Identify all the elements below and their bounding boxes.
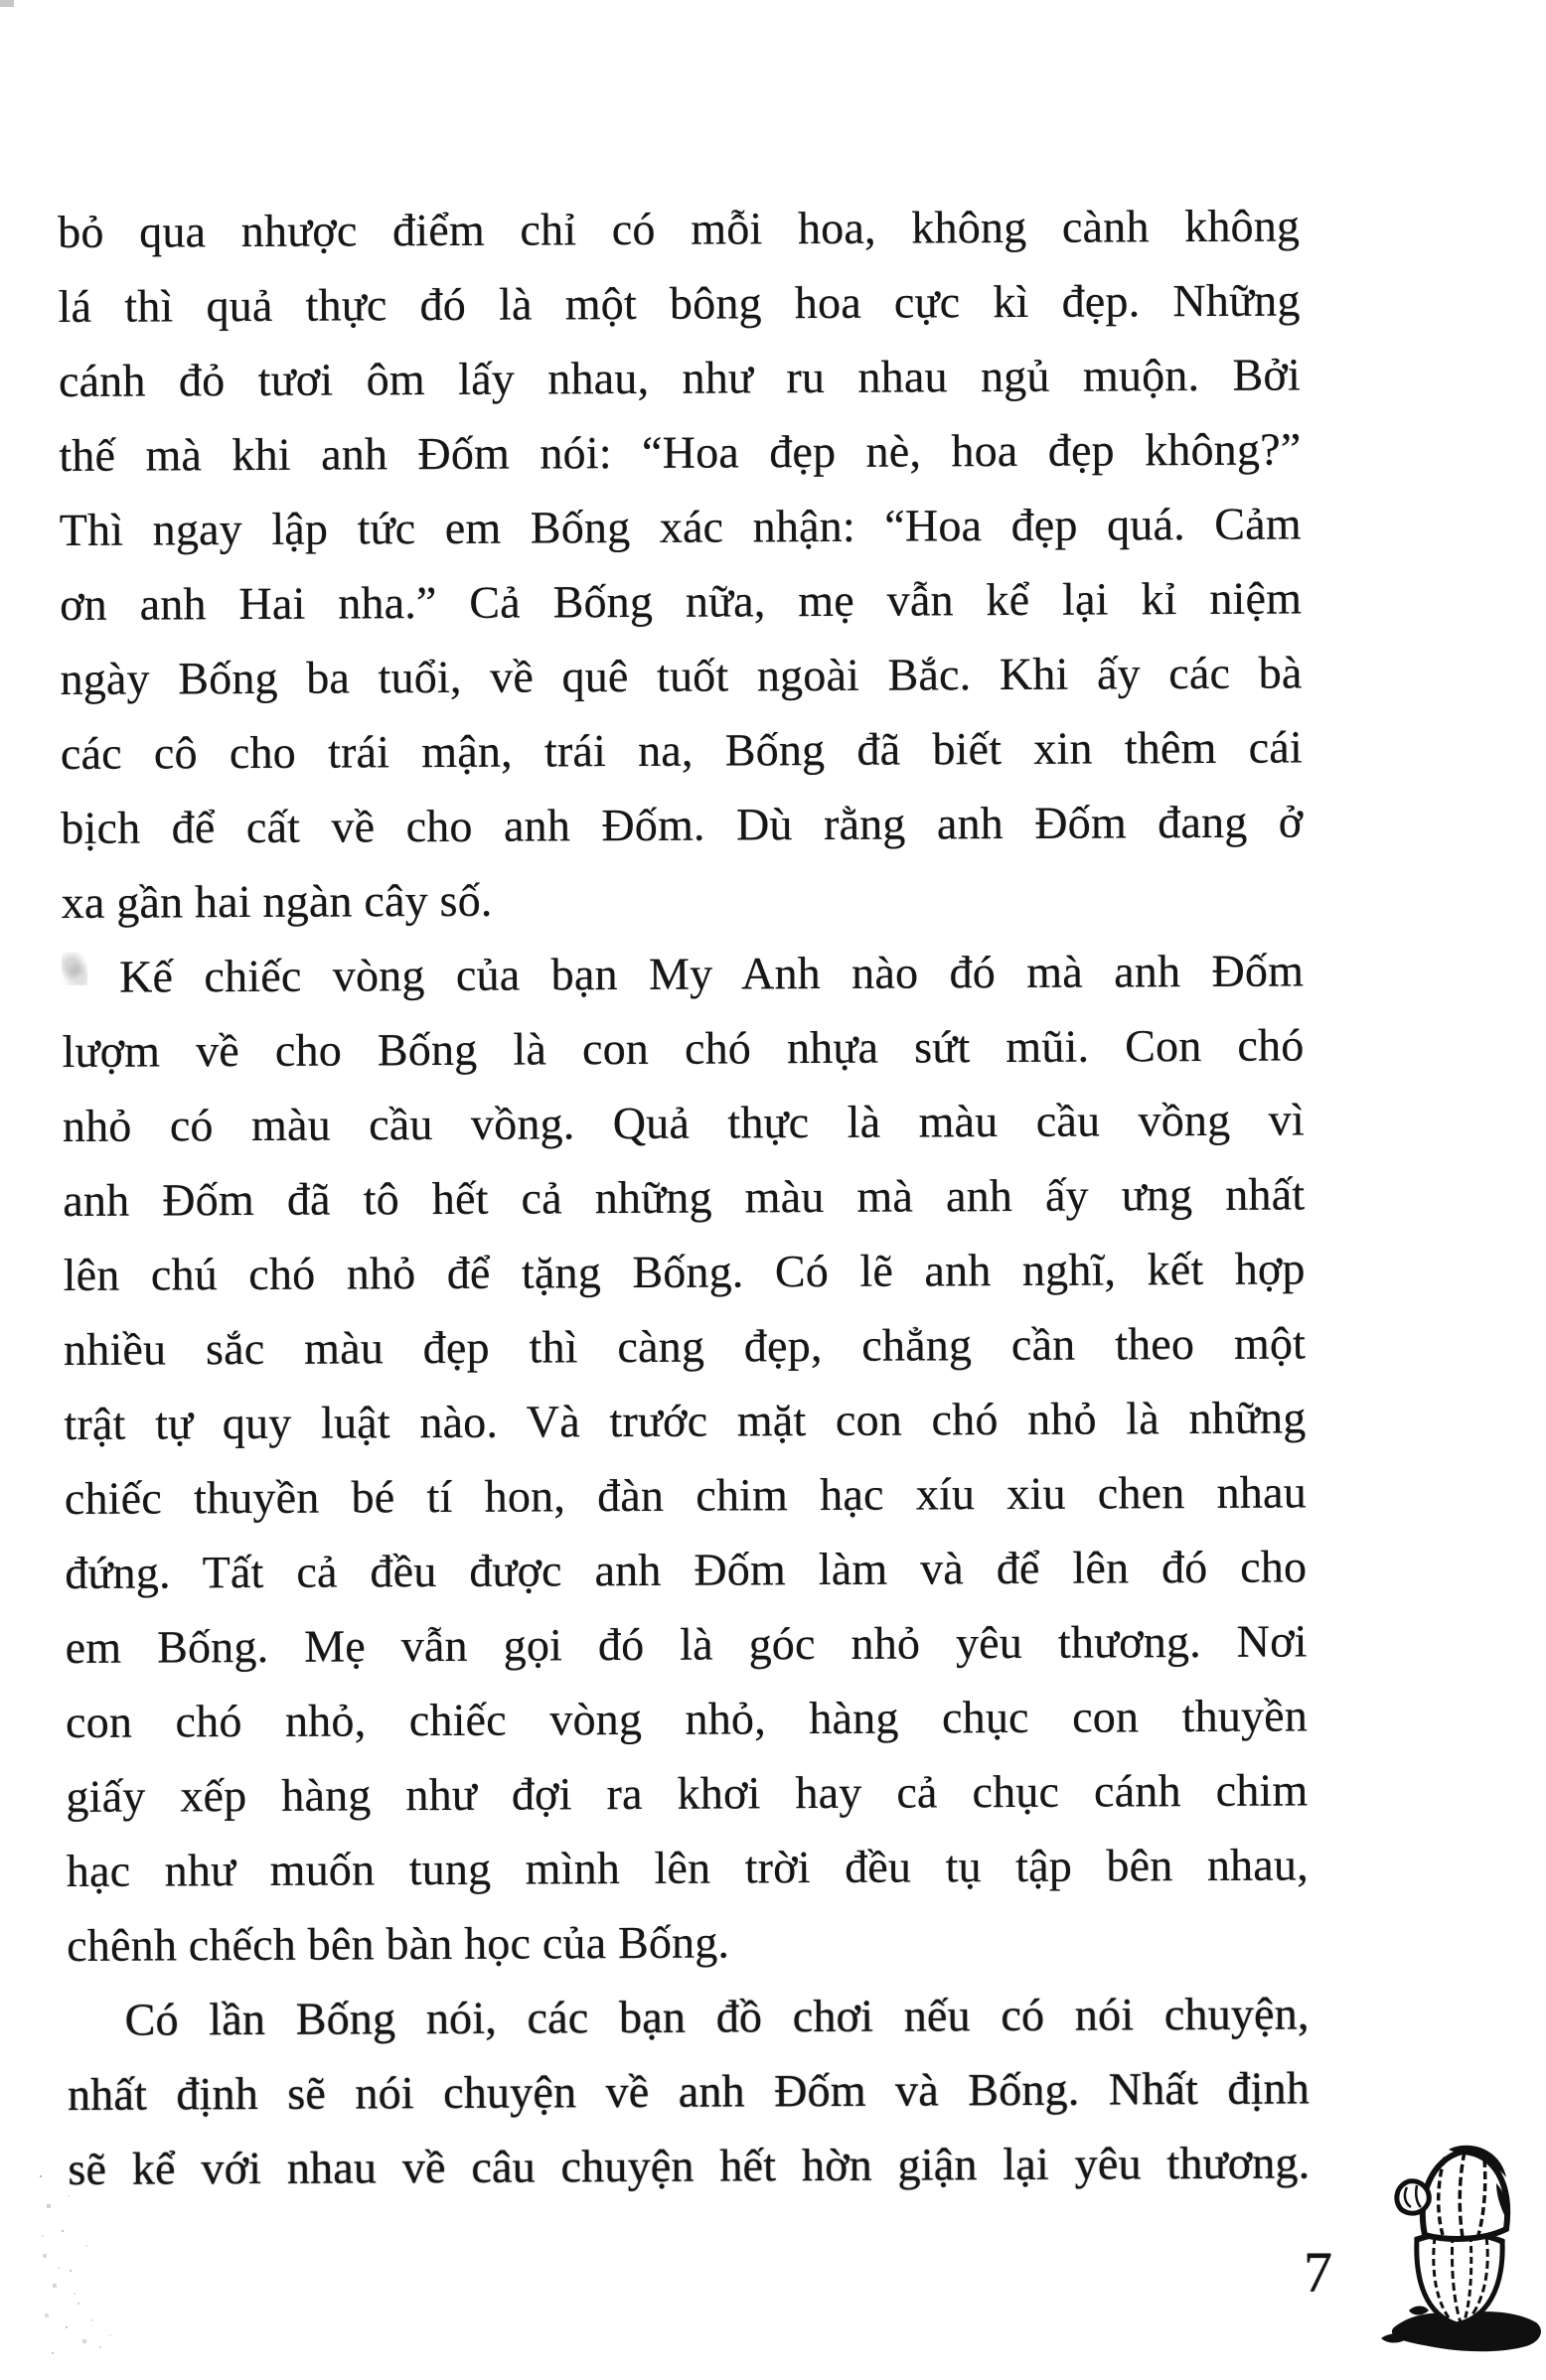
text-line: các cô cho trái mận, trái na, Bống đã biết xin thêm cái bbox=[60, 721, 1304, 779]
text-line: nhỏ có màu cầu vồng. Quả thực là màu cầu vồng vì bbox=[62, 1094, 1306, 1151]
text-line: Có lần Bống nói, các bạn đồ chơi nếu có nói chuyện, bbox=[124, 1988, 1310, 2045]
text-line: chiếc thuyền bé tí hon, đàn chim hạc xíu xiu chen nhau bbox=[64, 1466, 1307, 1524]
text-line: em Bống. Mẹ vẫn gọi đó là góc nhỏ yêu thương. Nơi bbox=[65, 1615, 1308, 1673]
body-text bbox=[58, 188, 1311, 2206]
text-line: cánh đỏ tươi ôm lấy nhau, như ru nhau ngủ muộn. Bởi bbox=[58, 349, 1302, 406]
text-line: xa gần hai ngàn cây số. bbox=[61, 874, 493, 928]
text-line: lá thì quả thực đó là một bông hoa cực kì đẹp. Những bbox=[58, 274, 1301, 332]
text-line: trật tự quy luật nào. Và trước mặt con chó nhỏ là những bbox=[64, 1392, 1307, 1449]
paragraph bbox=[62, 933, 1309, 1983]
text-line: đứng. Tất cả đều được anh Đốm làm và để lên đó cho bbox=[65, 1541, 1308, 1598]
cactus-illustration bbox=[1379, 2144, 1546, 2357]
text-line: bịch để cất về cho anh Đốm. Dù rằng anh Đốm đang ở bbox=[61, 796, 1304, 853]
page-number: 7 bbox=[1304, 2240, 1332, 2305]
text-line: lên chú chó nhỏ để tặng Bống. Có lẽ anh nghĩ, kết hợp bbox=[63, 1243, 1306, 1300]
text-line: bỏ qua nhược điểm chỉ có mỗi hoa, không cành không bbox=[58, 200, 1301, 257]
text-line: ơn anh Hai nha.” Cả Bống nữa, mẹ vẫn kể lại kỉ niệm bbox=[60, 572, 1303, 630]
text-line: sẽ kể với nhau về câu chuyện hết hờn giận lại yêu thương. bbox=[68, 2137, 1311, 2194]
paragraph bbox=[58, 188, 1304, 940]
text-line: giấy xếp hàng như đợi ra khơi hay cả chục cánh chim bbox=[66, 1764, 1309, 1822]
text-line: chênh chếch bên bàn học của Bống. bbox=[67, 1916, 730, 1971]
text-line: thế mà khi anh Đốm nói: “Hoa đẹp nè, hoa đẹp không?” bbox=[59, 423, 1302, 481]
paragraph bbox=[67, 1976, 1310, 2206]
text-line: nhất định sẽ nói chuyện về anh Đốm và Bống. Nhất định bbox=[67, 2062, 1311, 2120]
scan-smudge bbox=[0, 0, 14, 7]
text-line: anh Đốm đã tô hết cả những màu mà anh ấy ưng nhất bbox=[63, 1168, 1306, 1226]
text-line: con chó nhỏ, chiếc vòng nhỏ, hàng chục con thuyền bbox=[65, 1690, 1309, 1747]
text-line: ngày Bống ba tuổi, về quê tuốt ngoài Bắc. Khi ấy các bà bbox=[60, 647, 1303, 704]
text-line: Thì ngay lập tức em Bống xác nhận: “Hoa đẹp quá. Cảm bbox=[59, 498, 1302, 555]
text-line: lượm về cho Bống là con chó nhựa sứt mũi. Con chó bbox=[62, 1019, 1305, 1077]
text-line: Kế chiếc vòng của bạn My Anh nào đó mà anh Đốm bbox=[118, 945, 1305, 1002]
text-line: hạc như muốn tung mình lên trời đều tụ tập bên nhau, bbox=[66, 1839, 1309, 1896]
text-line: nhiều sắc màu đẹp thì càng đẹp, chẳng cần theo một bbox=[63, 1317, 1307, 1375]
scan-speckles bbox=[40, 2175, 42, 2177]
